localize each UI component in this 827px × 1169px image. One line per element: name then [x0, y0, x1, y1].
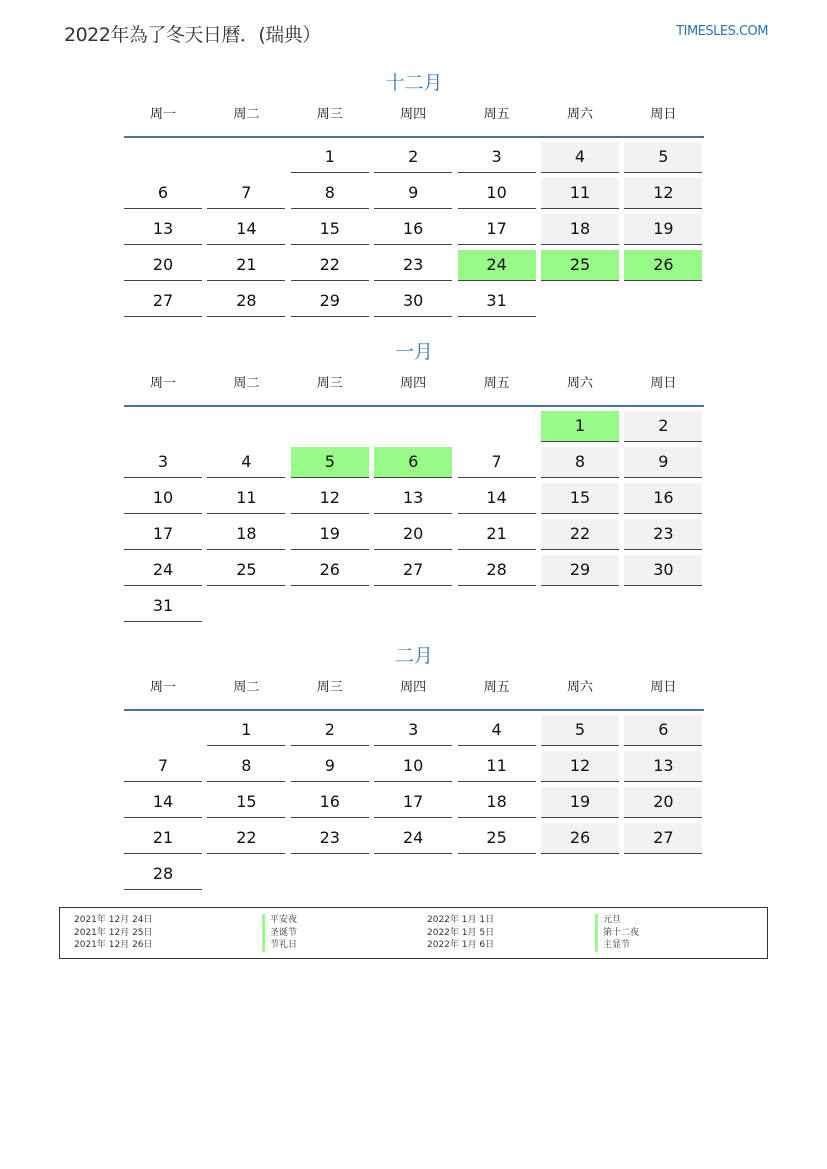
legend-holiday-name: 圣诞节 — [262, 927, 297, 940]
weekday-label: 周六 — [566, 376, 593, 391]
day-cell[interactable]: 2 — [624, 411, 702, 442]
day-cell[interactable]: 15 — [207, 787, 285, 818]
day-cell[interactable]: 25 — [458, 823, 536, 854]
day-cell[interactable]: 20 — [374, 519, 452, 550]
weekday-label: 周一 — [149, 107, 176, 122]
day-cell[interactable]: 31 — [458, 286, 536, 317]
day-grid — [124, 411, 704, 627]
weekday-label: 周一 — [149, 376, 176, 391]
day-cell[interactable]: 22 — [207, 823, 285, 854]
day-cell[interactable]: 16 — [291, 787, 369, 818]
day-cell[interactable]: 18 — [458, 787, 536, 818]
weekday-label: 周二 — [233, 376, 260, 391]
weekday-label: 周一 — [149, 680, 176, 695]
day-cell[interactable]: 12 — [291, 483, 369, 514]
day-cell[interactable]: 26 — [291, 555, 369, 586]
day-cell[interactable]: 13 — [624, 751, 702, 782]
day-cell[interactable]: 18 — [207, 519, 285, 550]
day-cell[interactable]: 28 — [207, 286, 285, 317]
day-cell[interactable]: 22 — [541, 519, 619, 550]
day-cell[interactable]: 12 — [624, 178, 702, 209]
day-cell[interactable]: 1 — [541, 411, 619, 442]
day-cell[interactable]: 21 — [207, 250, 285, 281]
day-cell[interactable]: 16 — [374, 214, 452, 245]
month-name: 一月 — [394, 341, 433, 363]
legend-holiday-name: 节礼日 — [262, 939, 297, 952]
day-cell[interactable]: 2 — [291, 715, 369, 746]
weekday-label: 周四 — [400, 376, 427, 391]
day-cell[interactable]: 10 — [458, 178, 536, 209]
day-cell[interactable]: 29 — [541, 555, 619, 586]
day-cell[interactable]: 5 — [624, 142, 702, 173]
legend-holiday-name: 主显节 — [595, 939, 639, 952]
weekday-label: 周三 — [316, 680, 343, 695]
day-cell[interactable]: 16 — [624, 483, 702, 514]
day-cell[interactable]: 29 — [291, 286, 369, 317]
day-cell[interactable]: 9 — [291, 751, 369, 782]
day-cell[interactable]: 28 — [458, 555, 536, 586]
day-cell[interactable]: 18 — [541, 214, 619, 245]
month-february — [124, 643, 704, 895]
day-cell[interactable]: 17 — [374, 787, 452, 818]
day-cell[interactable]: 7 — [124, 751, 202, 782]
day-cell[interactable]: 2 — [374, 142, 452, 173]
holiday-legend — [59, 907, 768, 959]
day-cell[interactable]: 11 — [541, 178, 619, 209]
day-cell[interactable]: 7 — [458, 447, 536, 478]
page-title: 2022年為了冬天日曆．(瑞典） — [64, 24, 321, 46]
day-cell[interactable]: 10 — [374, 751, 452, 782]
day-cell[interactable]: 17 — [124, 519, 202, 550]
day-cell[interactable]: 27 — [124, 286, 202, 317]
weekday-label: 周日 — [650, 680, 677, 695]
day-cell[interactable]: 19 — [291, 519, 369, 550]
month-name: 十二月 — [385, 72, 443, 94]
legend-date: 2022年 1月 5日 — [427, 927, 495, 938]
weekday-header — [124, 373, 704, 407]
day-cell[interactable]: 15 — [291, 214, 369, 245]
day-cell[interactable]: 8 — [291, 178, 369, 209]
weekday-label: 周六 — [566, 107, 593, 122]
day-grid — [124, 142, 704, 322]
weekday-header — [124, 677, 704, 711]
day-cell[interactable]: 7 — [207, 178, 285, 209]
day-cell[interactable]: 23 — [374, 250, 452, 281]
day-cell[interactable]: 27 — [374, 555, 452, 586]
day-cell[interactable]: 4 — [458, 715, 536, 746]
month-december — [124, 70, 704, 322]
day-cell[interactable]: 24 — [458, 250, 536, 281]
day-cell[interactable]: 19 — [624, 214, 702, 245]
day-cell[interactable]: 30 — [374, 286, 452, 317]
day-cell[interactable]: 3 — [458, 142, 536, 173]
weekday-label: 周五 — [483, 376, 510, 391]
day-cell[interactable]: 27 — [624, 823, 702, 854]
legend-holiday-name: 元旦 — [595, 914, 639, 927]
legend-date: 2021年 12月 25日 — [74, 927, 153, 938]
day-cell[interactable]: 22 — [291, 250, 369, 281]
day-cell[interactable]: 9 — [374, 178, 452, 209]
day-cell[interactable]: 10 — [124, 483, 202, 514]
day-cell[interactable]: 20 — [624, 787, 702, 818]
day-cell[interactable]: 5 — [541, 715, 619, 746]
day-cell[interactable]: 23 — [291, 823, 369, 854]
day-cell[interactable]: 14 — [458, 483, 536, 514]
day-cell[interactable]: 12 — [541, 751, 619, 782]
day-cell[interactable]: 28 — [124, 859, 202, 890]
day-cell[interactable]: 23 — [624, 519, 702, 550]
day-cell[interactable]: 25 — [207, 555, 285, 586]
day-cell[interactable]: 19 — [541, 787, 619, 818]
day-cell[interactable]: 5 — [291, 447, 369, 478]
month-january — [124, 339, 704, 627]
weekday-label: 周三 — [316, 107, 343, 122]
day-cell[interactable]: 11 — [207, 483, 285, 514]
weekday-label: 周六 — [566, 680, 593, 695]
weekday-label: 周三 — [316, 376, 343, 391]
day-cell[interactable]: 26 — [624, 250, 702, 281]
day-cell[interactable]: 1 — [291, 142, 369, 173]
day-cell[interactable]: 4 — [541, 142, 619, 173]
day-cell[interactable]: 6 — [624, 715, 702, 746]
day-cell[interactable]: 26 — [541, 823, 619, 854]
day-cell[interactable]: 14 — [124, 787, 202, 818]
day-cell[interactable]: 20 — [124, 250, 202, 281]
weekday-label: 周五 — [483, 107, 510, 122]
weekday-header — [124, 104, 704, 138]
weekday-label: 周四 — [400, 680, 427, 695]
month-name: 二月 — [394, 645, 433, 667]
day-cell[interactable]: 17 — [458, 214, 536, 245]
weekday-label: 周二 — [233, 680, 260, 695]
day-cell[interactable]: 21 — [458, 519, 536, 550]
legend-holiday-name: 平安夜 — [262, 914, 297, 927]
day-cell[interactable]: 6 — [374, 447, 452, 478]
legend-date: 2022年 1月 6日 — [427, 940, 495, 950]
weekday-label: 周二 — [233, 107, 260, 122]
day-cell[interactable]: 13 — [374, 483, 452, 514]
day-cell[interactable]: 24 — [124, 555, 202, 586]
legend-date: 2021年 12月 26日 — [74, 940, 153, 950]
day-cell[interactable]: 9 — [624, 447, 702, 478]
day-cell[interactable]: 1 — [207, 715, 285, 746]
weekday-label: 周日 — [650, 376, 677, 391]
day-cell[interactable]: 24 — [374, 823, 452, 854]
day-cell[interactable]: 8 — [207, 751, 285, 782]
day-grid — [124, 715, 704, 895]
day-cell[interactable]: 31 — [124, 591, 202, 622]
weekday-label: 周日 — [650, 107, 677, 122]
day-cell[interactable]: 6 — [124, 178, 202, 209]
day-cell[interactable]: 13 — [124, 214, 202, 245]
legend-date: 2021年 12月 24日 — [74, 915, 153, 925]
day-cell[interactable]: 3 — [374, 715, 452, 746]
day-cell[interactable]: 25 — [541, 250, 619, 281]
day-cell[interactable]: 14 — [207, 214, 285, 245]
day-cell[interactable]: 15 — [541, 483, 619, 514]
day-cell[interactable]: 4 — [207, 447, 285, 478]
legend-date: 2022年 1月 1日 — [427, 915, 495, 925]
day-cell[interactable]: 11 — [458, 751, 536, 782]
weekday-label: 周四 — [400, 107, 427, 122]
day-cell[interactable]: 8 — [541, 447, 619, 478]
day-cell[interactable]: 30 — [624, 555, 702, 586]
day-cell[interactable]: 21 — [124, 823, 202, 854]
weekday-label: 周五 — [483, 680, 510, 695]
legend-holiday-name: 第十二夜 — [595, 927, 639, 940]
day-cell[interactable]: 3 — [124, 447, 202, 478]
site-link[interactable]: TIMESLES.COM — [676, 24, 768, 39]
